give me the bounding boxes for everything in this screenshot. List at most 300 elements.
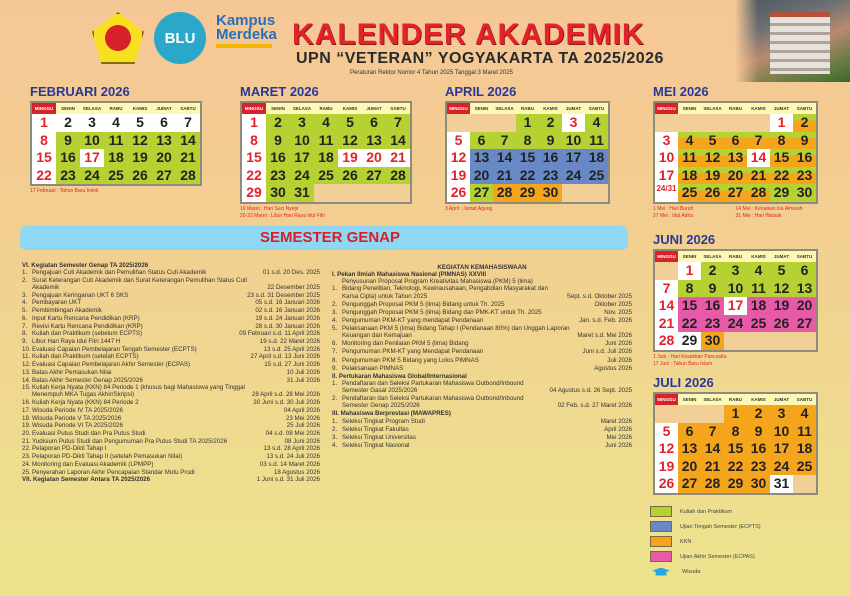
day-cell: 31 <box>290 184 314 202</box>
list-title: KEGIATAN KEMAHASISWAAN <box>437 264 527 271</box>
item-label <box>22 323 143 330</box>
holiday-note: 1 Mei : Hari Buruh <box>653 205 694 212</box>
legend-item <box>650 564 761 579</box>
day-cell: 16 <box>56 149 80 167</box>
list-item <box>22 415 320 422</box>
empty-cell <box>493 114 516 132</box>
empty-cell <box>655 405 678 423</box>
calendar-grid <box>653 249 818 352</box>
list-item <box>332 309 632 316</box>
item-date: Juli 2026 <box>607 356 632 364</box>
day-cell: 30 <box>266 184 290 202</box>
item-number: 18. <box>22 414 31 422</box>
page-subtitle: UPN “VETERAN” YOGYAKARTA TA 2025/2026 <box>296 50 664 67</box>
empty-cell <box>314 184 338 202</box>
item-text: Wisuda Periode VI TA 2025/2026 <box>32 422 123 430</box>
list-item <box>22 430 320 437</box>
holiday-note: 27 Mei : Idul Adha <box>653 212 694 219</box>
empty-cell <box>724 114 747 132</box>
item-text: Yudisium Putus Studi dan Pengumuman Pra Putus Studi TA 2025/2026 <box>32 437 228 445</box>
day-cell: 14 <box>493 149 516 167</box>
day-cell: 11 <box>678 149 701 167</box>
item-date: 28 s.d. 30 Januari 2026 <box>255 322 320 330</box>
regulation-note: Peraturan Rektor Nomor 4 Tahun 2025 Tanggal 3 Maret 2025 <box>350 70 513 76</box>
list-item <box>22 377 320 384</box>
day-cell: 28 <box>386 167 410 185</box>
calendar-month <box>653 84 818 220</box>
weekday-header <box>242 103 410 114</box>
day-cell: 27 <box>793 315 816 333</box>
list-item <box>22 277 320 291</box>
item-label <box>332 325 571 339</box>
list-item <box>22 269 320 276</box>
item-label <box>22 461 153 468</box>
list-item <box>332 348 632 355</box>
day-cell: 2 <box>266 114 290 132</box>
legend-item <box>650 504 761 519</box>
list-item <box>22 384 320 398</box>
item-text: Monitoring dan Evaluasi Akademik (LPMPP) <box>32 460 154 468</box>
day-cell: 22 <box>724 458 747 476</box>
item-number: 2. <box>22 276 28 284</box>
weekday-label: MINGGU <box>655 103 678 114</box>
day-cell: 22 <box>32 167 56 185</box>
day-cell: 7 <box>655 280 678 298</box>
day-cell: 10 <box>80 132 104 150</box>
day-cell: 1 <box>242 114 266 132</box>
day-cell: 22 <box>678 315 701 333</box>
item-date: 25 Juli 2026 <box>286 422 320 430</box>
day-cell: 3 <box>562 114 585 132</box>
day-cell: 11 <box>585 132 608 150</box>
day-cell: 25 <box>104 167 128 185</box>
item-date: 03 s.d. 14 Maret 2026 <box>259 460 320 468</box>
list-item <box>22 292 320 299</box>
day-cell: 13 <box>724 149 747 167</box>
day-cell: 24 <box>290 167 314 185</box>
day-cell: 25 <box>678 184 701 202</box>
day-cell: 21 <box>701 458 724 476</box>
day-cell: 13 <box>470 149 493 167</box>
day-cell: 2 <box>56 114 80 132</box>
item-date: Maret s.d. Mei 2026 <box>577 332 632 340</box>
day-cell: 8 <box>770 132 793 150</box>
day-grid <box>242 114 410 202</box>
item-date: 08 Juni 2026 <box>284 437 320 445</box>
list-item <box>22 338 320 345</box>
day-cell: 1 <box>516 114 539 132</box>
student-activities-list <box>332 264 632 450</box>
item-label <box>22 453 182 460</box>
day-cell: 8 <box>678 280 701 298</box>
month-title: JUNI 2026 <box>653 232 716 247</box>
day-cell: 14 <box>386 132 410 150</box>
item-text: Pendaftaran dan Seleksi Partukaran Mahasiswa Outbond/Inbound Semester Gasal 2025/2026 <box>342 379 524 394</box>
day-cell: 15 <box>724 440 747 458</box>
item-date: 23 Mei 2026 <box>285 414 320 422</box>
day-cell: 31 <box>770 475 793 493</box>
item-number: 1. <box>332 285 338 293</box>
day-cell: 30 <box>747 475 770 493</box>
weekday-label: SABTU <box>588 106 605 111</box>
item-label <box>22 469 195 476</box>
day-cell: 12 <box>447 149 470 167</box>
list-item <box>22 469 320 476</box>
weekday-label: SELASA <box>703 106 722 111</box>
item-label <box>22 277 261 291</box>
holiday-note: 17 Juni : Tahun Baru Islam <box>653 360 713 367</box>
day-cell: 27 <box>724 184 747 202</box>
item-text: Libur Hari Raya Idul Fitri 1447 H <box>32 338 121 345</box>
holiday-notes <box>445 206 610 213</box>
list-item <box>22 307 320 314</box>
item-text: Evaluasi Capaian Pembelajaran Tengah Semester (ECPTS) <box>32 345 197 353</box>
item-number: 6. <box>22 314 28 322</box>
day-cell: 1 <box>770 114 793 132</box>
day-cell: 18 <box>104 149 128 167</box>
day-cell: 3 <box>655 132 678 150</box>
day-cell: 9 <box>266 132 290 150</box>
day-cell: 9 <box>539 132 562 150</box>
calendar-month <box>30 84 202 195</box>
item-date: 13 s.d. 25 April 2026 <box>263 345 320 353</box>
day-cell: 27 <box>678 475 701 493</box>
weekday-header <box>655 251 816 262</box>
day-cell: 26 <box>701 184 724 202</box>
day-cell: 2 <box>701 262 724 280</box>
calendar-grid <box>653 101 818 204</box>
empty-cell <box>338 184 362 202</box>
day-cell: 6 <box>678 423 701 441</box>
month-title: APRIL 2026 <box>445 84 517 99</box>
item-date: Juni s.d. Juli 2026 <box>582 348 632 356</box>
month-title: FEBRUARI 2026 <box>30 84 130 99</box>
day-cell: 25 <box>747 315 770 333</box>
day-cell: 13 <box>152 132 176 150</box>
item-label <box>22 438 227 445</box>
item-date: 23 s.d. 31 Desember 2025 <box>247 291 320 299</box>
weekday-label: RABU <box>729 397 742 402</box>
empty-cell <box>678 114 701 132</box>
weekday-header <box>655 394 816 405</box>
item-number: 2. <box>332 300 338 308</box>
list-item <box>332 357 632 364</box>
day-cell: 26 <box>655 475 678 493</box>
item-number: 13. <box>22 368 31 376</box>
day-cell: 11 <box>314 132 338 150</box>
day-cell: 3 <box>80 114 104 132</box>
list-item <box>332 418 632 425</box>
day-cell: 13 <box>793 280 816 298</box>
day-cell: 16 <box>747 440 770 458</box>
day-cell: 28 <box>747 184 770 202</box>
empty-cell <box>701 405 724 423</box>
item-text: Surat Keterangan Cuti Akademik dan Surat Keterangan Pemulihan Status Cuti Akademik <box>32 276 247 291</box>
calendar-grid <box>653 392 818 495</box>
empty-cell <box>747 114 770 132</box>
legend-item <box>650 549 761 564</box>
list-item <box>22 353 320 360</box>
item-number: 21. <box>22 437 31 445</box>
day-cell: 8 <box>242 132 266 150</box>
day-cell: 4 <box>678 132 701 150</box>
weekday-label: KAMIS <box>751 254 766 259</box>
weekday-label: MINGGU <box>242 103 266 114</box>
empty-cell <box>562 184 585 202</box>
weekday-header <box>32 103 200 114</box>
day-cell: 16 <box>539 149 562 167</box>
item-text: Input Kartu Rencana Pendidikan (KRP) <box>32 314 140 322</box>
day-grid <box>447 114 608 202</box>
item-number: 15. <box>22 384 31 392</box>
weekday-label: RABU <box>319 106 333 111</box>
day-cell: 1 <box>678 262 701 280</box>
item-number: 4. <box>332 316 338 324</box>
weekday-label: JUMAT <box>773 106 790 111</box>
day-cell: 3 <box>724 262 747 280</box>
item-text: Pembimbingan Akademik <box>32 307 102 315</box>
item-text: Pelaksanaan PKM 5 (lima) Bidang Tahap I (Pendanaan 80%) dan Unggah Laporan Keuangan dan Kemajuan <box>342 325 570 340</box>
item-label <box>332 380 543 394</box>
item-date: 05 s.d. 16 Januari 2026 <box>255 299 320 307</box>
day-cell: 23 <box>701 315 724 333</box>
weekday-label: SABTU <box>796 397 813 402</box>
day-cell: 23 <box>266 167 290 185</box>
item-text: Pelaporan PD-Dikti Tahap II (setelah Pemasukan Nilai) <box>32 453 183 461</box>
day-cell: 19 <box>447 167 470 185</box>
item-number: 3. <box>332 433 338 441</box>
item-label <box>22 292 128 299</box>
list-item <box>22 315 320 322</box>
weekday-label: JUMAT <box>773 397 790 402</box>
day-cell: 18 <box>585 149 608 167</box>
list-item <box>332 285 632 299</box>
item-text: Batas Akhir Semester Genap 2025/2026 <box>32 376 143 384</box>
item-date: 02 Feb. s.d. 27 Maret 2026 <box>557 402 632 410</box>
day-cell: 4 <box>747 262 770 280</box>
holiday-notes <box>30 188 202 195</box>
day-cell: 9 <box>701 280 724 298</box>
item-date: 18 Agustus 2026 <box>273 468 320 476</box>
day-cell: 5 <box>128 114 152 132</box>
day-cell: 20 <box>152 149 176 167</box>
item-number: 6. <box>332 340 338 348</box>
day-cell: 4 <box>104 114 128 132</box>
day-cell: 4 <box>314 114 338 132</box>
list-item <box>22 461 320 468</box>
list-item <box>22 399 320 406</box>
item-number: 23. <box>22 453 31 461</box>
day-cell: 14 <box>747 149 770 167</box>
weekday-header <box>447 103 608 114</box>
semester-activities-list <box>22 262 320 483</box>
item-label <box>22 346 197 353</box>
day-cell: 29 <box>516 184 539 202</box>
item-text: Kuliah dan Praktikum (setelah ECPTS) <box>32 353 139 361</box>
day-cell: 17 <box>770 440 793 458</box>
day-cell: 5 <box>770 262 793 280</box>
item-text: Pelaksanaan PIMNAS <box>342 364 404 372</box>
item-text: Kuliah Kerja Nyata (KKN) 84 Periode 2 <box>32 399 139 407</box>
item-number: 12. <box>22 361 31 369</box>
weekday-label: SENIN <box>682 254 697 259</box>
day-cell: 2 <box>539 114 562 132</box>
day-cell: 3 <box>290 114 314 132</box>
item-number: 9. <box>332 364 338 372</box>
item-text: Seleksi Tingkat Program Studi <box>342 417 425 425</box>
day-cell: 7 <box>747 132 770 150</box>
list-item <box>332 426 632 433</box>
day-cell: 1 <box>32 114 56 132</box>
legend-swatch <box>650 536 672 547</box>
weekday-label: SABTU <box>796 254 813 259</box>
empty-cell <box>678 405 701 423</box>
day-grid <box>655 405 816 493</box>
legend-item <box>650 534 761 549</box>
day-cell: 24 <box>724 315 747 333</box>
day-grid <box>655 114 816 202</box>
weekday-label: RABU <box>729 254 742 259</box>
day-cell: 8 <box>516 132 539 150</box>
day-cell: 18 <box>747 297 770 315</box>
weekday-label: SENIN <box>474 106 489 111</box>
list-item <box>22 299 320 306</box>
day-cell: 5 <box>338 114 362 132</box>
legend-swatch <box>650 551 672 562</box>
item-date: 19 s.d. 24 Januari 2026 <box>255 314 320 322</box>
weekday-label: SENIN <box>682 397 697 402</box>
day-cell: 7 <box>176 114 200 132</box>
weekday-label: MINGGU <box>655 251 678 262</box>
item-number: 16. <box>22 399 31 407</box>
empty-cell <box>386 184 410 202</box>
item-number: 17. <box>22 406 31 414</box>
item-date: 13 s.d. 28 April 2026 <box>263 445 320 453</box>
item-number: 4. <box>22 299 28 307</box>
day-cell: 10 <box>655 149 678 167</box>
item-text: Pengunggah Proposal PKM 5 (lima) Bidang untuk Th. 2025 <box>342 300 505 308</box>
day-cell: 21 <box>386 149 410 167</box>
item-label <box>22 407 123 414</box>
day-cell: 11 <box>104 132 128 150</box>
day-cell: 12 <box>128 132 152 150</box>
day-cell: 2 <box>747 405 770 423</box>
item-number: 2. <box>332 395 338 403</box>
item-label <box>332 426 409 433</box>
day-cell: 19 <box>701 167 724 185</box>
item-text: Monitoring dan Penilaian PKM 5 (lima) Bidang <box>342 340 469 348</box>
day-cell: 10 <box>562 132 585 150</box>
month-title: MEI 2026 <box>653 84 709 99</box>
item-text: Pendaftaran dan Seleksi Partukaran Mahasiswa Outbond/Inbound Semester Genap 2025/2026 <box>342 395 524 410</box>
holiday-note: 17 Februari : Tahun Baru Imlek <box>30 188 99 194</box>
item-number: 24. <box>22 460 31 468</box>
item-number: 1. <box>332 417 338 425</box>
item-text: Kuliah dan Praktikum (sebelum ECPTS) <box>32 330 143 338</box>
day-cell: 4 <box>585 114 608 132</box>
list-item <box>22 346 320 353</box>
day-cell: 17 <box>655 167 678 185</box>
list-item <box>22 330 320 337</box>
day-cell: 12 <box>701 149 724 167</box>
section-intro: Penyusunan Proposal Program Kreativitas Mahasiswa (PKM) 5 (lima) <box>342 278 533 286</box>
day-cell: 7 <box>386 114 410 132</box>
list-item <box>332 395 632 409</box>
legend-label: KKN <box>680 538 692 545</box>
item-text: Kuliah Kerja Nyata (KKN) 84 Periode 1 (khusus bagi Mahasiswa yang Tinggal Menempuh MKA Tugas Akhir/Skripsi) <box>32 384 245 399</box>
empty-cell <box>470 114 493 132</box>
holiday-notes <box>653 206 818 220</box>
item-number: 7. <box>332 348 338 356</box>
holiday-note: 3 April : Jumat Agung <box>445 205 493 212</box>
day-cell: 9 <box>747 423 770 441</box>
day-cell: 23 <box>747 458 770 476</box>
day-cell: 6 <box>152 114 176 132</box>
day-cell: 7 <box>701 423 724 441</box>
item-label <box>332 434 416 441</box>
day-cell: 29 <box>724 475 747 493</box>
day-cell: 19 <box>770 297 793 315</box>
day-cell: 17 <box>290 149 314 167</box>
month-title: JULI 2026 <box>653 375 714 390</box>
weekday-label: MINGGU <box>447 103 470 114</box>
day-cell: 26 <box>447 184 470 202</box>
list-item <box>22 369 320 376</box>
list-item <box>332 434 632 441</box>
item-date: Maret 2026 <box>600 417 632 425</box>
list-item <box>22 361 320 368</box>
day-cell: 6 <box>724 132 747 150</box>
day-cell: 17 <box>724 297 747 315</box>
holiday-note: 20-22 Maret : Libur Hari Raya Idul Fitri <box>240 212 326 219</box>
weekday-label: SABTU <box>180 106 196 111</box>
day-cell: 11 <box>747 280 770 298</box>
weekday-label: JUMAT <box>366 106 382 111</box>
empty-cell <box>770 332 793 350</box>
item-date: 04 April 2026 <box>283 406 320 414</box>
item-text: Wisuda Periode V TA 2025/2026 <box>32 414 122 422</box>
item-label <box>332 365 403 372</box>
day-cell: 24 <box>770 458 793 476</box>
item-label <box>22 315 140 322</box>
day-cell: 19 <box>655 458 678 476</box>
weekday-label: MINGGU <box>32 103 56 114</box>
item-date: Juni 2026 <box>605 340 632 348</box>
item-date: 22 Desember 2025 <box>267 283 320 291</box>
day-cell: 15 <box>32 149 56 167</box>
day-cell: 27 <box>470 184 493 202</box>
day-cell: 15 <box>678 297 701 315</box>
item-date: Agustus 2026 <box>594 364 632 372</box>
day-cell: 17 <box>80 149 104 167</box>
day-cell: 17 <box>562 149 585 167</box>
item-date: 28 April s.d. 28 Mei 2026 <box>251 391 320 399</box>
day-cell: 28 <box>655 332 678 350</box>
holiday-notes <box>240 206 412 220</box>
empty-cell <box>793 475 816 493</box>
item-text: Seleksi Tingkat Fakultas <box>342 425 409 433</box>
item-label <box>22 269 206 276</box>
day-cell: 22 <box>516 167 539 185</box>
day-cell: 26 <box>770 315 793 333</box>
item-text: Pengumuman PKM 5 Bidang yang Lolos PIMNAS <box>342 356 479 364</box>
day-cell: 25 <box>793 458 816 476</box>
list-footer <box>22 476 320 483</box>
item-text: Penyerahan Laporan Akhir Pencapaian Standar Mutu Prodi <box>32 468 195 476</box>
item-date: Nov. 2025 <box>604 308 632 316</box>
weekday-label: SENIN <box>682 106 697 111</box>
weekday-label: SELASA <box>292 106 312 111</box>
